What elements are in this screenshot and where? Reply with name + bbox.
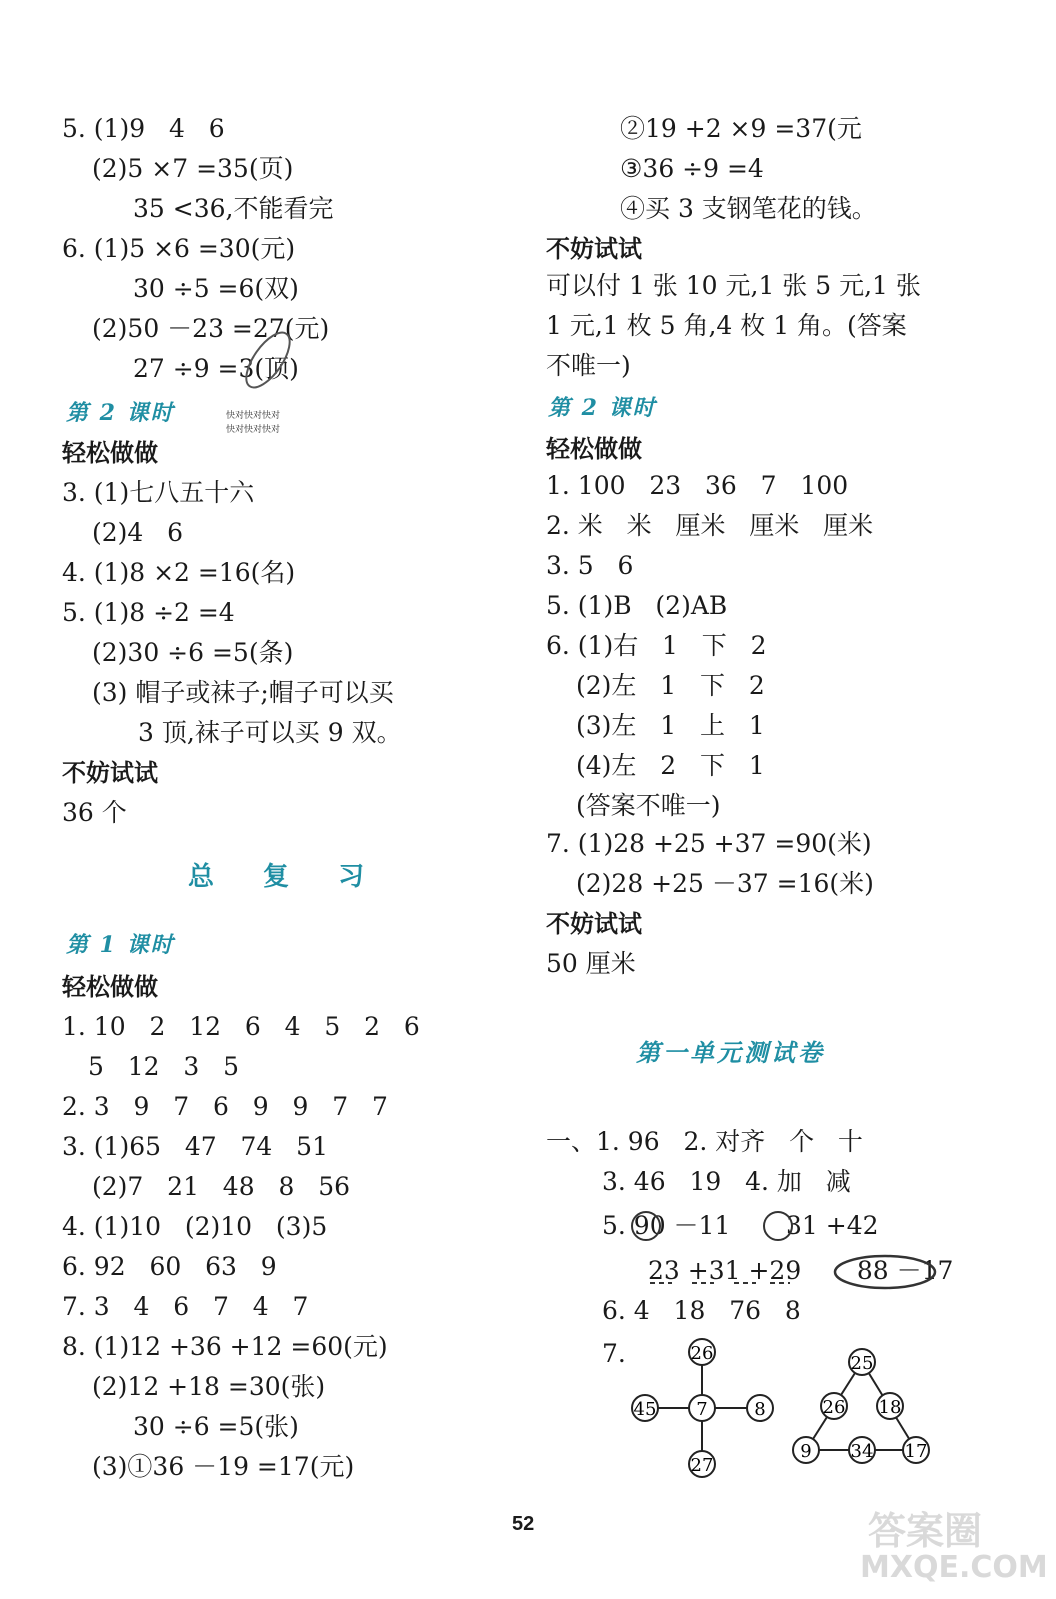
answer-line: 6. 92 60 63 9 [62,1252,277,1281]
page-number: 52 [512,1513,535,1535]
answer-line: 7. (1)28 +25 +37 =90(米) [546,829,872,858]
answer-line: 不唯一) [546,351,631,380]
answer-line: 5. 90 －11 31 +42 [602,1211,879,1240]
selection-marks-icon [600,1200,960,1300]
answer-line: 2. 3 9 7 6 9 9 7 7 [62,1092,388,1121]
answer-line: 35 <36,不能看完 [133,194,334,223]
answer-line: 50 厘米 [546,949,636,978]
lesson-title: 第 1 课时 [66,932,175,958]
answer-line: 2. 米 米 厘米 厘米 厘米 [546,511,874,540]
stamp-text: 快对快对快对 [226,411,281,421]
answer-line: ④买 3 支钢笔花的钱。 [620,194,877,223]
answer-line: (2)左 1 下 2 [576,671,765,700]
section-heading: 轻松做做 [62,439,158,467]
answer-line: 1. 100 23 36 7 100 [546,471,849,500]
cross-number: 45 [633,1399,657,1420]
answer-line: 27 ÷9 =3(顶) [133,354,299,383]
answer-line: 5. (1)8 ÷2 =4 [62,598,235,627]
answer-line: 36 个 [62,798,127,827]
triangle-number: 34 [850,1441,874,1462]
answer-line: 30 ÷5 =6(双) [133,274,299,303]
answer-line: 一、1. 96 2. 对齐 个 十 [546,1127,863,1156]
answer-line: 6. 4 18 76 8 [602,1296,801,1325]
section-title: 总 复 习 [188,862,385,892]
triangle-number: 17 [904,1441,928,1462]
triangle-number: 18 [878,1397,902,1418]
unit-test-title: 第一单元测试卷 [636,1038,825,1067]
answer-line: (2)30 ÷6 =5(条) [92,638,294,667]
answer-line: 5. (1)9 4 6 [62,114,225,143]
triangle-number: 9 [800,1441,812,1462]
pen-mark-icon [236,318,306,398]
stamp-text: 快对快对快对 [226,425,281,435]
answer-line: 8. (1)12 +36 +12 =60(元) [62,1332,388,1361]
answer-line: 7. [602,1339,626,1368]
answer-line: 3. (1)七八五十六 [62,478,255,507]
answer-line: 1. 10 2 12 6 4 5 2 6 [62,1012,420,1041]
cross-number: 27 [690,1455,714,1476]
section-heading: 轻松做做 [62,973,158,1001]
section-heading: 不妨试试 [62,759,158,787]
answer-line: (2)50 －23 =27(元) [92,314,330,343]
answer-line: (2)28 +25 －37 =16(米) [576,869,874,898]
answer-line: 3. (1)65 47 74 51 [62,1132,328,1161]
answer-line: (2)4 6 [92,518,184,547]
answer-line: (2)12 +18 =30(张) [92,1372,326,1401]
lesson-title: 第 2 课时 [548,395,657,421]
answer-line: (3)左 1 上 1 [576,711,765,740]
answer-line: 4. (1)8 ×2 =16(名) [62,558,296,587]
answer-line: 7. 3 4 6 7 4 7 [62,1292,309,1321]
answer-line: ②19 +2 ×9 =37(元 [620,114,862,143]
triangle-number: 25 [850,1353,874,1374]
answer-line: 3. 46 19 4. 加 减 [602,1167,851,1196]
answer-line: 3 顶,袜子可以买 9 双。 [138,718,402,747]
triangle-number: 26 [822,1397,846,1418]
answer-line: (3) 帽子或袜子;帽子可以买 [92,678,394,707]
section-heading: 不妨试试 [546,235,642,263]
answer-line: 5. (1)B (2)AB [546,591,728,620]
answer-line: 30 ÷6 =5(张) [133,1412,299,1441]
answer-line: 23 +31 +29 88 －17 [648,1256,954,1285]
answer-line: (答案不唯一) [576,791,721,820]
answer-line: 4. (1)10 (2)10 (3)5 [62,1212,328,1241]
triangle-figure [793,1349,929,1463]
number-figures [620,1332,950,1492]
answer-line: 1 元,1 枚 5 角,4 枚 1 角。(答案 [546,311,907,340]
section-heading: 轻松做做 [546,435,642,463]
answer-line: 6. (1)右 1 下 2 [546,631,767,660]
answer-line: (2)5 ×7 =35(页) [92,154,294,183]
answer-line: 5 12 3 5 [88,1052,240,1081]
answer-line: (4)左 2 下 1 [576,751,765,780]
answer-line: (3)①36 －19 =17(元) [92,1452,355,1481]
cross-number: 7 [696,1399,708,1420]
cross-figure [632,1339,773,1477]
answer-line: 可以付 1 张 10 元,1 张 5 元,1 张 [546,271,921,300]
watermark-logo: 答案圈 [868,1509,983,1553]
answer-line: 6. (1)5 ×6 =30(元) [62,234,296,263]
cross-number: 26 [690,1343,714,1364]
watermark-url: MXQE.COM [860,1550,1048,1585]
cross-number: 8 [754,1399,766,1420]
answer-line: 3. 5 6 [546,551,634,580]
answer-line: ③36 ÷9 =4 [620,154,764,183]
lesson-title: 第 2 课时 [66,400,175,426]
answer-line: (2)7 21 48 8 56 [92,1172,351,1201]
section-heading: 不妨试试 [546,910,642,938]
